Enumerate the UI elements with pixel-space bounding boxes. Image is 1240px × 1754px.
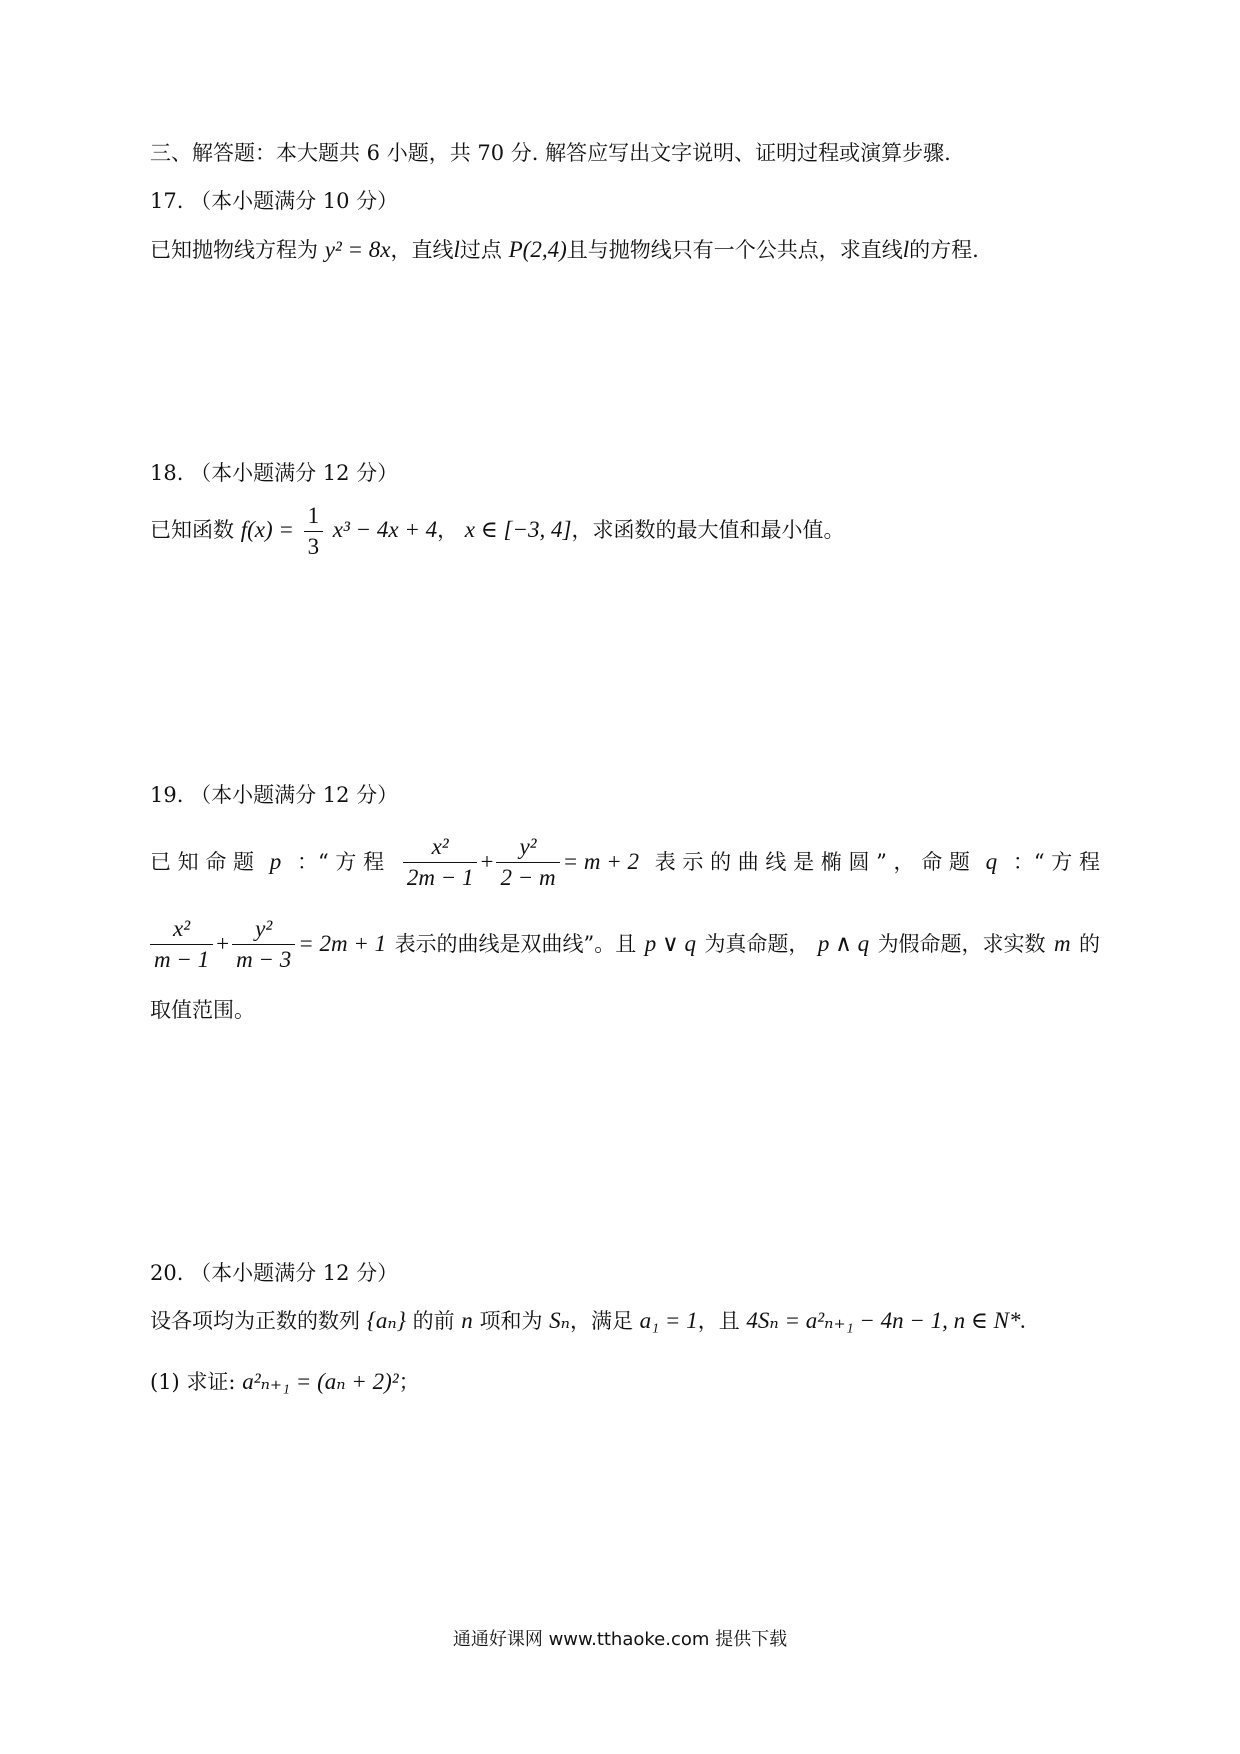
q17-parabola-equation: y² = 8x — [324, 237, 391, 262]
q20-recurrence: 4Sₙ = a²ₙ₊₁ − 4n − 1, n ∈ N*. — [746, 1308, 1027, 1333]
q20-subquestion-1: (1) 求证: a²ₙ₊₁ = (aₙ + 2)²； — [150, 1369, 420, 1394]
q18-domain: x ∈ [−3, 4] — [464, 517, 572, 542]
q17-body: 已知抛物线方程为 y² = 8x，直线l过点 P(2,4)且与抛物线只有一个公共点，求直线l的方程. — [150, 237, 979, 262]
q19-header: 19. （本小题满分 12 分） — [150, 783, 399, 807]
q18-header: 18. （本小题满分 12 分） — [150, 461, 399, 485]
q20-header: 20. （本小题满分 12 分） — [150, 1261, 399, 1285]
q19-line3: 取值范围。 — [150, 998, 255, 1022]
q19-hyperbola-equation: $\frac{\text{x²}}{m - 1}$ + $\frac{\text{y²}}{m - 3}$ = 2m + 1 — [150, 914, 386, 975]
q19-ellipse-equation: $\frac{\text{x²}}{2m - 1}$ + $\frac{\text{y²}}{2 - m}$ = m + 2 — [400, 832, 639, 893]
section-heading: 三、解答题：本大题共 6 小题，共 70 分. 解答应写出文字说明、证明过程或演算步骤. — [150, 141, 951, 165]
q19-line2: $\frac{\text{x²}}{m - 1}$ + $\frac{\text{y²}}{m - 3}$ = 2m + 1 表示的曲线是双曲线”。且 p ∨ q 为真命题， p ∧ q 为假命题，求实数 m 的 — [150, 912, 1100, 976]
q20-body: 设各项均为正数的数列 {aₙ} 的前 n 项和为 Sₙ，满足 a₁ = 1，且 4Sₙ = a²ₙ₊₁ − 4n − 1, n ∈ N*. — [150, 1308, 1027, 1333]
q19-line1: 已 知 命 题 p ：“ 方 程 $\frac{\text{x²}}{2m - 1}$ + $\frac{\text{y²}}{2 - m}$ = m + 2 表 示 的 曲 线 是 椭 圆 ” ， 命 题 q ：“ 方 程 — [150, 830, 1100, 894]
q18-body: 已知函数 f(x) = $\frac{1}{3}$ x³ − 4x + 4， x ∈ [−3, 4]，求函数的最大值和最小值。 — [150, 500, 1100, 562]
q18-fraction: $\frac{1}{3}$ — [304, 501, 324, 562]
q17-header: 17. （本小题满分 10 分） — [150, 189, 399, 213]
page-footer: 通通好课网 www.tthaoke.com 提供下载 — [452, 1629, 788, 1650]
q17-point: P(2,4) — [508, 237, 567, 262]
